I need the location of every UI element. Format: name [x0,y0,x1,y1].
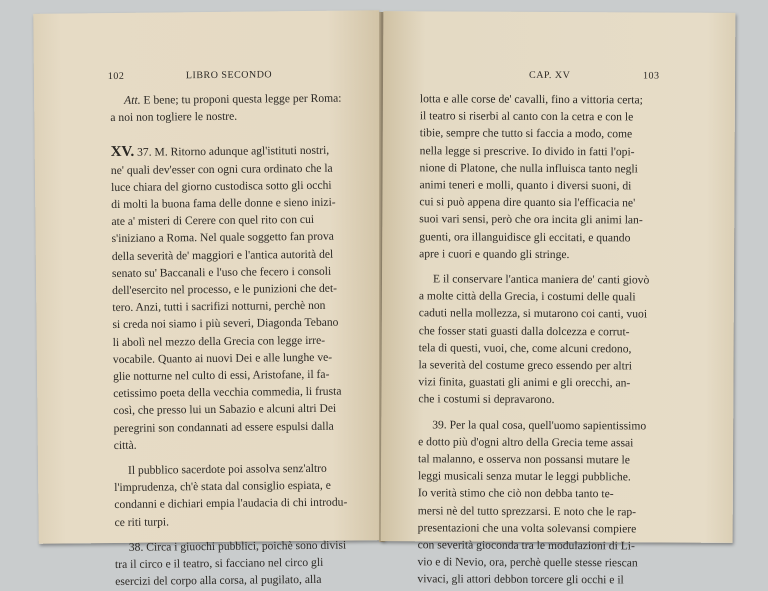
text-line: con severità gioconda tra le modulazioni di Li- [417,538,635,553]
text-line: ce riti turpi. [114,515,170,529]
text-line: vizi finita, guastati gli animi e gli orecchi, an- [418,375,631,390]
text-line: dell'esercito nel processo, e le punizioni che det- [112,281,338,298]
text-line: si creda noi siamo i più severi, Diagonda Tebano [112,316,339,332]
right-page-number: 103 [643,70,660,82]
left-page [33,10,385,589]
text-line: animi teneri e molli, quanto i diversi suoni, di [419,178,632,193]
text-line: leggi musicali senza mutar le leggi pubbliche. [417,469,631,484]
text-line: vio e di Nevio, ora, perchè quelle stesse riescan [417,555,638,570]
text-line: suoi vari sensi, però che ora incita gli animi lan- [419,212,643,227]
text-line: nione di Platone, che nulla influisca tanto negli [419,161,638,176]
speaker-label: Att. [124,93,141,107]
opening-lines [110,90,343,127]
right-running-head: CAP. XV [529,69,571,82]
text-line: e dotto più d'ogni altro della Grecia teme assai [418,435,634,450]
text-line: 38. Circa i giuochi pubblici, poichè sono divisi [128,538,347,554]
section-paragraph [111,159,347,454]
text-line: tra il circo e il teatro, si facciano nel circo gli [114,555,324,572]
section-number: XV. [110,144,135,161]
text-line: ate a' misteri di Cerere con quel rito con cui [111,213,315,229]
text-line: guenti, ora illanguidisce gli eccitati, e quando [419,229,631,245]
text-line: E il conservare l'antica maniera de' canti giovò [432,272,650,287]
paragraph-sacerdote [114,460,348,531]
text-line: la severità del costume greco essendo per altri [418,358,633,373]
text-line: vivaci, gli attori debbon torcere gli occhi e il [417,572,624,587]
text-line: glie notturne nel culto di essi, Aristofane, il fa- [112,367,330,384]
text-line: così, che presso lui un Sabazio e alcuni altri Dei [113,402,337,418]
section-heading-line [111,142,344,162]
right-page [381,11,736,587]
text-line: mersi nè del tutto sprezzarsi. E noto che le rap- [417,503,637,519]
text-line: a noi non togliere le nostre. [110,109,238,125]
text-line: di molti la buona fama delle donne e sieno inizi- [111,195,336,212]
text-line: tibie, sempre che tutto si faccia a modo, come [419,126,633,141]
text-line: Att. E bene; tu proponi questa legge per Roma: [124,91,342,107]
paragraph-giuochi [115,536,348,590]
text-line: tal malanno, e osserva non possansi mutare le [418,452,630,467]
text-line: peregrini son condannati ad essere espulsi dalla [113,419,334,435]
text-line: Il pubblico sacerdote poi assolva senz'altro [127,461,327,477]
open-book [30,12,742,589]
left-text-block [110,90,348,591]
text-line: senato su' Baccanali e l'uso che fecero i consoli [111,264,332,280]
text-line: caduti nella mollezza, si mutarono coi canti, vuoi [418,306,648,321]
text-line: della severità de' maggiori e l'antica autorità del [111,247,334,263]
paragraph-continuation [419,90,650,263]
text-line: che fosser stati guasti dalla dolcezza e corrut- [418,323,630,339]
text-line: vocabile. Quanto ai nuovi Dei e alle lunghe ve- [112,350,333,366]
text-line: che i costumi si depravarono. [418,392,555,407]
text-line: Io verità stimo che ciò non debba tanto te- [417,486,614,501]
right-text-block [417,90,650,589]
paragraph-39 [417,416,648,589]
text-line: presentazioni che una volta solevansi compiere [417,521,637,536]
text-line: a molte città della Grecia, i costumi delle quali [418,289,636,304]
text-line: s'iniziano a Roma. Nel quale soggetto fan prova [111,230,334,246]
left-running-head: LIBRO SECONDO [185,69,273,82]
text-line: apre i cuori e quando gli stringe. [419,247,570,261]
text-line: tero. Anzi, tutti i sacrifizi notturni, perchè non [112,299,326,315]
text-line: esercizi del corpo alla corsa, al pugilato, alla [115,573,322,589]
text-line: ne' quali dev'esser con ogni cura ordinato che la [110,161,333,177]
text-line: nella legge si prescrive. Io divido in fatti l'opi- [419,143,635,159]
text-line: lotta e alle corse de' cavalli, fino a vittoria certa; [419,92,643,107]
section-first-line: 37. M. Ritorno adunque agl'istituti nostri, [137,144,330,160]
text-line: condanni e dichiari empia l'audacia di chi introdu- [114,496,348,512]
text-line: cetissimo poeta della vecchia commedia, li frusta [113,384,342,401]
text-line: 39. Per la qual cosa, quell'uomo sapientissimo [432,417,647,433]
paragraph-canti [418,270,649,409]
text-line: città. [113,438,137,452]
text-line: li abolì nel mezzo della Grecia con legge irre- [112,333,326,349]
text-line: il teatro si riserbi al canto con la cetra e con le [419,109,634,124]
text-line: luce chiara del giorno custodisca sotto gli occhi [110,178,332,194]
text-line: tela di questi, vuoi, che, come alcuni credono, [418,341,632,356]
text-line: l'imprudenza, ch'è stata dal consiglio espiata, e [114,479,331,495]
text-line: cui si può appena dire quanto sia l'efficacia ne' [419,195,636,210]
left-page-number: 102 [107,70,125,83]
